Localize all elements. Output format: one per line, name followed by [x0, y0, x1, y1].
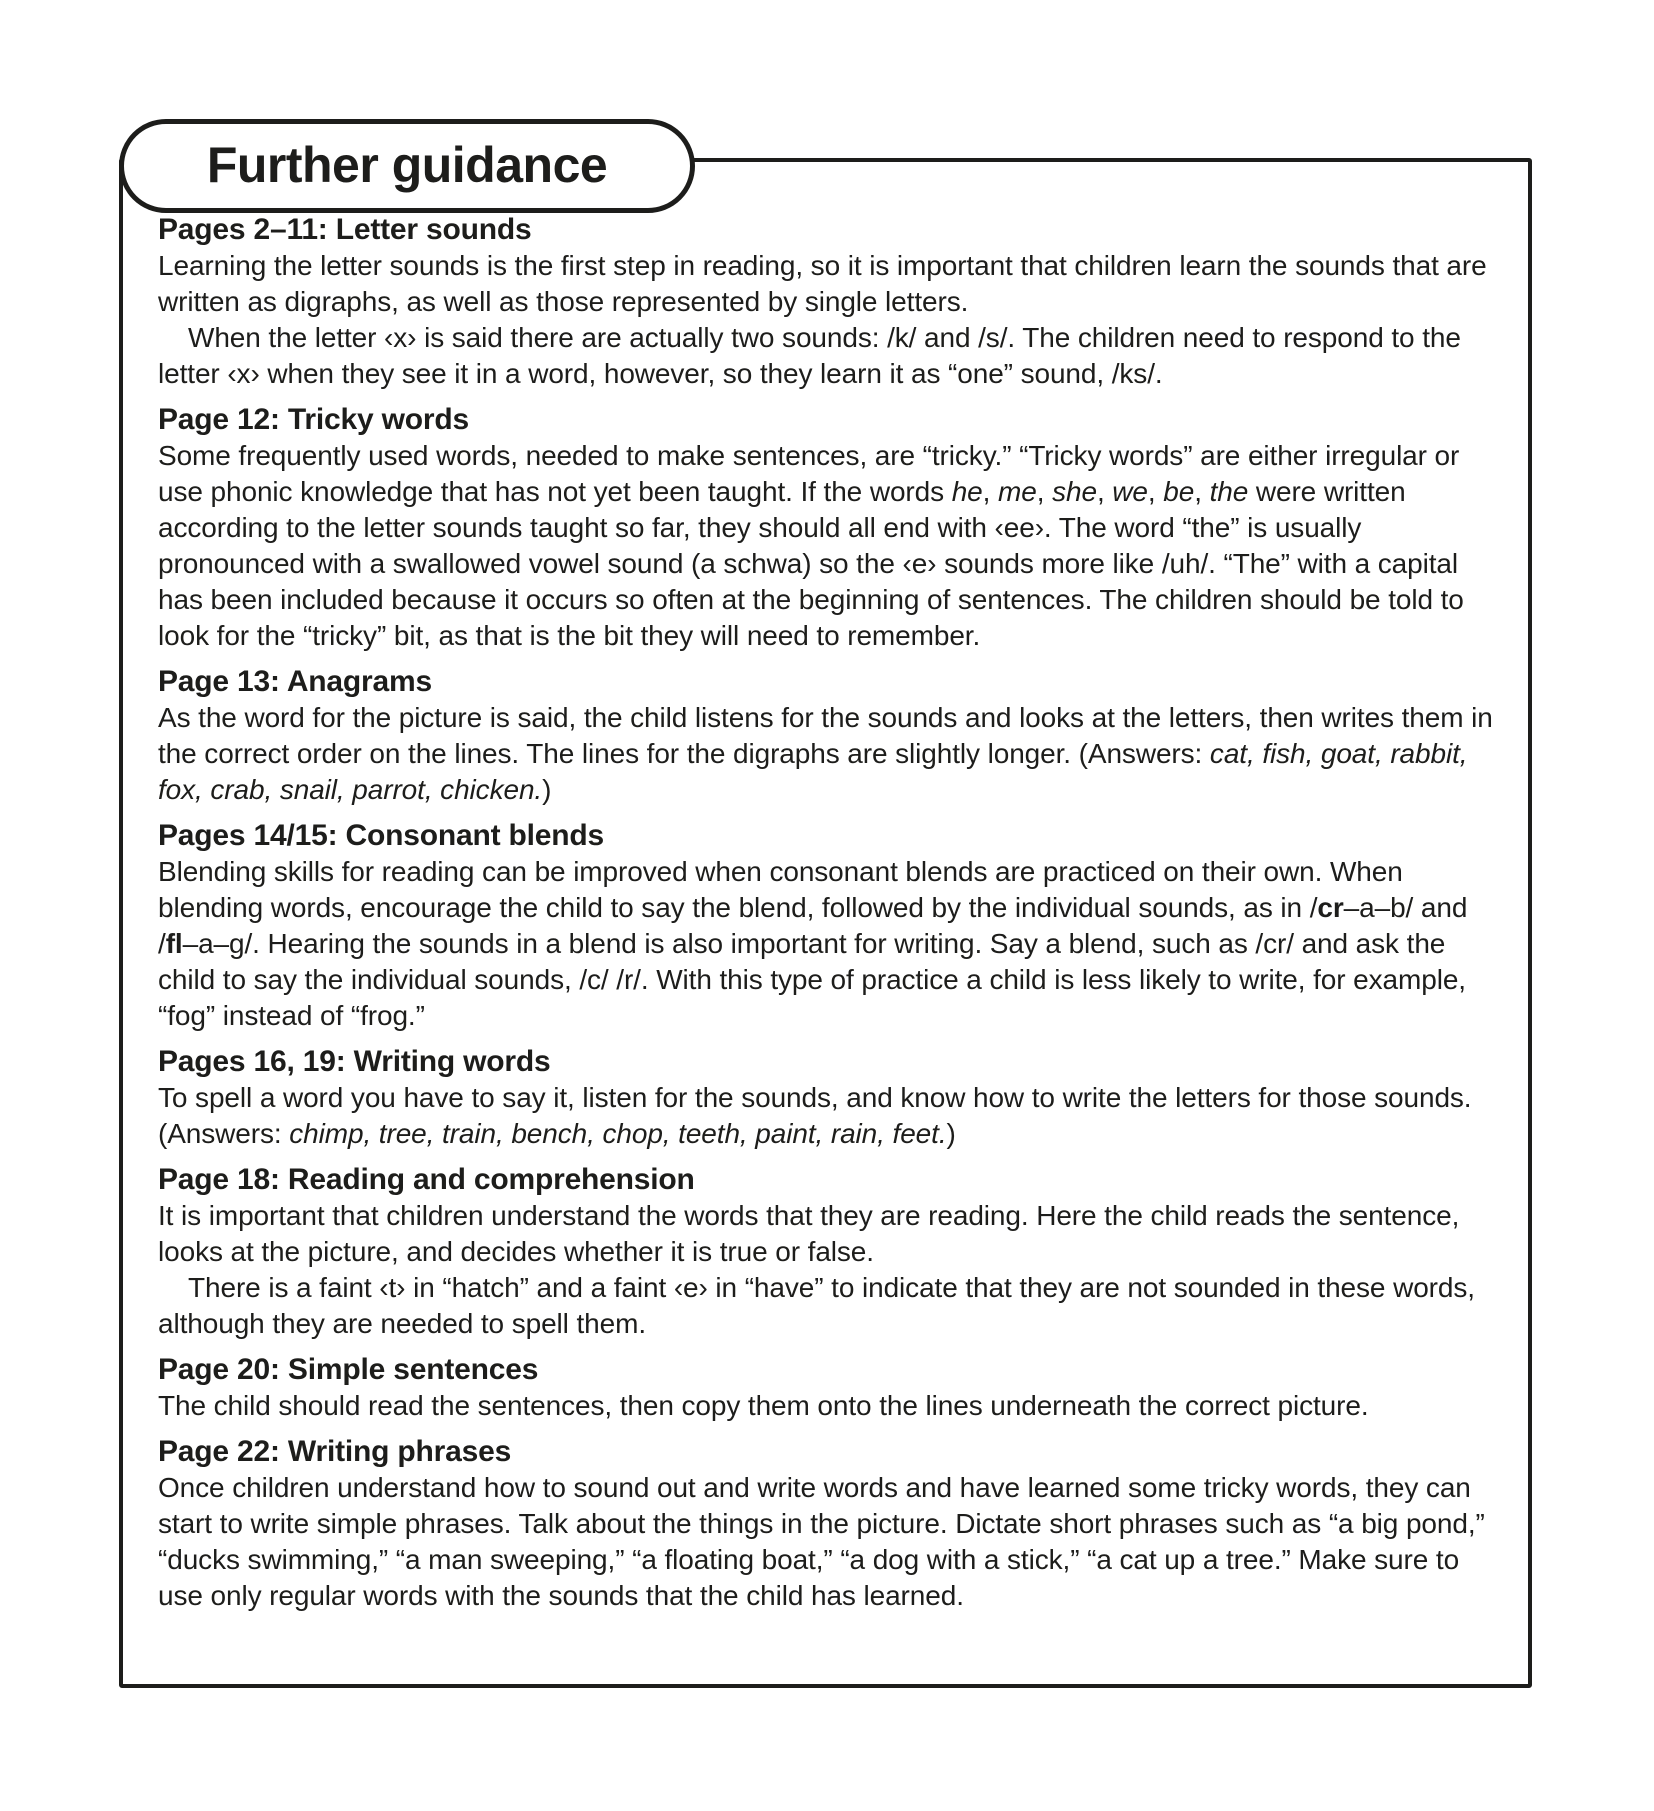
section-paragraph: [158, 1270, 1498, 1342]
text-run: were written according to the letter sounds taught so far, they should all end with ‹ee›. The word “the” is usually pronounced with a swallowed vowel sound (a schwa) so the ‹e› sounds more like /uh/. “The” with a capital has been included because it occurs so often at the beginning of sentences. The children should be told to look for the “tricky” bit, as that is the bit they will need to remember.: [158, 476, 1464, 651]
text-run: When the letter ‹x› is said there are actually two sounds: /k/ and /s/. The children need to respond to the letter ‹x› when they see it in a word, however, so they learn it as “one” sound, /ks/.: [158, 322, 1461, 389]
section-paragraph: [158, 248, 1498, 320]
text-run: Some frequently used words, needed to make sentences, are “tricky.” “Tricky words” are either irregular or use phonic knowledge that has not yet been taught. If the words: [158, 440, 1460, 507]
text-run: cat, fish, goat, rabbit, fox, crab, snail, parrot, chicken.: [158, 738, 1468, 805]
text-run: Learning the letter sounds is the first step in reading, so it is important that children learn the sounds that are written as digraphs, as well as those represented by single letters.: [158, 250, 1487, 317]
text-run: he: [951, 476, 983, 507]
text-run: be: [1163, 476, 1195, 507]
section-paragraph: [158, 438, 1498, 654]
text-run: –a–g/. Hearing the sounds in a blend is also important for writing. Say a blend, such as /cr/ and ask the child to say the individual sounds, /c/ /r/. With this type of practice a child is less likely to write, for example, “fog” instead of “frog.”: [158, 928, 1466, 1031]
section-paragraph: [158, 1080, 1498, 1152]
text-run: she: [1052, 476, 1097, 507]
text-run: ,: [1194, 476, 1210, 507]
section-paragraph: [158, 1388, 1498, 1424]
section-heading: Page 12: Tricky words: [158, 403, 469, 436]
text-run: Blending skills for reading can be improved when consonant blends are practiced on their own. When blending words, encourage the child to say the blend, followed by the individual sounds, as in /: [158, 856, 1403, 923]
text-run: we: [1112, 476, 1148, 507]
text-run: cr: [1317, 892, 1344, 923]
text-run: ,: [1096, 476, 1113, 507]
text-run: the: [1209, 476, 1249, 507]
section-heading: Pages 2–11: Letter sounds: [158, 213, 532, 246]
section-heading: Pages 16, 19: Writing words: [158, 1045, 551, 1078]
section-paragraph: [158, 320, 1498, 392]
page-title: Further guidance: [206, 137, 608, 193]
guidance-sections: [123, 162, 1528, 1614]
text-run: As the word for the picture is said, the child listens for the sounds and looks at the letters, then writes them in the correct order on the lines. The lines for the digraphs are slightly longer. (Answers:: [158, 702, 1493, 769]
section-paragraph: [158, 1470, 1498, 1614]
section-heading: Pages 14/15: Consonant blends: [158, 819, 604, 852]
text-run: ,: [982, 476, 999, 507]
section-paragraph: [158, 1198, 1498, 1270]
text-run: ): [946, 1118, 956, 1149]
text-run: The child should read the sentences, then copy them onto the lines underneath the correct picture.: [158, 1390, 1369, 1421]
section-heading: Page 13: Anagrams: [158, 665, 432, 698]
text-run: fl: [165, 928, 183, 959]
section-heading: Page 22: Writing phrases: [158, 1435, 512, 1468]
section-paragraph: [158, 854, 1498, 1034]
section-paragraph: [158, 700, 1498, 808]
text-run: ): [542, 774, 552, 805]
text-run: Once children understand how to sound out and write words and have learned some tricky words, they can start to write simple phrases. Talk about the things in the picture. Dictate short phrases such as “a big pond,” “ducks swimming,” “a man sweeping,” “a floating boat,” “a dog with a stick,” “a cat up a tree.” Make sure to use only regular words with the sounds that the child has learned.: [158, 1472, 1485, 1611]
section-heading: Page 20: Simple sentences: [158, 1353, 539, 1386]
text-run: chimp, tree, train, bench, chop, teeth, paint, rain, feet.: [289, 1118, 947, 1149]
text-run: To spell a word you have to say it, listen for the sounds, and know how to write the letters for those sounds. (Answers:: [158, 1082, 1472, 1149]
text-run: ,: [1036, 476, 1053, 507]
text-run: It is important that children understand the words that they are reading. Here the child reads the sentence, looks at the picture, and decides whether it is true or false.: [158, 1200, 1460, 1267]
text-run: ,: [1147, 476, 1164, 507]
text-run: me: [998, 476, 1037, 507]
section-heading: Page 18: Reading and comprehension: [158, 1163, 695, 1196]
text-run: –a–b/ and /: [158, 892, 1468, 959]
text-run: There is a faint ‹t› in “hatch” and a faint ‹e› in “have” to indicate that they are not sounded in these words, although they are needed to spell them.: [158, 1272, 1475, 1339]
